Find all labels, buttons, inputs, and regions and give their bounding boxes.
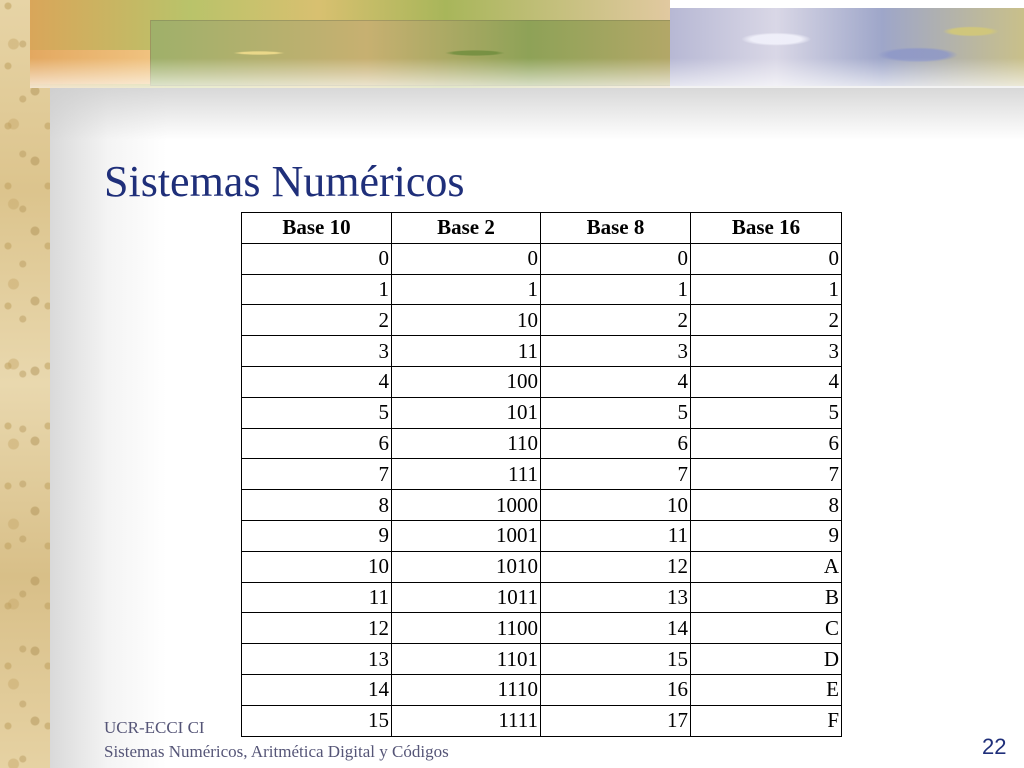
table-row [242, 705, 842, 736]
cell-base8: 1 [541, 274, 691, 305]
cell-base16: E [691, 674, 842, 705]
cell-base8: 13 [541, 582, 691, 613]
cell-base16: 6 [691, 428, 842, 459]
table-row [242, 644, 842, 675]
decorative-banner [30, 0, 1024, 88]
column-header-base16: Base 16 [691, 213, 842, 244]
cell-base2: 1111 [392, 705, 541, 736]
footer-course-label: UCR-ECCI CI [104, 718, 205, 737]
cell-base10: 3 [242, 336, 392, 367]
cell-base16: 3 [691, 336, 842, 367]
cell-base2: 10 [392, 305, 541, 336]
cell-base16: 2 [691, 305, 842, 336]
column-header-base2: Base 2 [392, 213, 541, 244]
number-systems-table [241, 212, 842, 737]
cell-base2: 11 [392, 336, 541, 367]
table-row [242, 490, 842, 521]
cell-base10: 6 [242, 428, 392, 459]
cell-base2: 1000 [392, 490, 541, 521]
cell-base8: 0 [541, 243, 691, 274]
cell-base10: 10 [242, 551, 392, 582]
cell-base10: 5 [242, 397, 392, 428]
cell-base16: 7 [691, 459, 842, 490]
cell-base16: D [691, 644, 842, 675]
cell-base2: 111 [392, 459, 541, 490]
cell-base10: 13 [242, 644, 392, 675]
cell-base16: 9 [691, 520, 842, 551]
cell-base10: 4 [242, 366, 392, 397]
cell-base10: 7 [242, 459, 392, 490]
column-header-base8: Base 8 [541, 213, 691, 244]
cell-base8: 14 [541, 613, 691, 644]
cell-base2: 1 [392, 274, 541, 305]
cell-base2: 110 [392, 428, 541, 459]
cell-base10: 2 [242, 305, 392, 336]
table-row [242, 366, 842, 397]
cell-base10: 9 [242, 520, 392, 551]
column-header-base10: Base 10 [242, 213, 392, 244]
cell-base16: 0 [691, 243, 842, 274]
table-row [242, 582, 842, 613]
cell-base16: B [691, 582, 842, 613]
cell-base16: A [691, 551, 842, 582]
cell-base8: 2 [541, 305, 691, 336]
cell-base16: F [691, 705, 842, 736]
cell-base2: 1100 [392, 613, 541, 644]
cell-base10: 15 [242, 705, 392, 736]
cell-base10: 14 [242, 674, 392, 705]
table-row [242, 613, 842, 644]
cell-base8: 7 [541, 459, 691, 490]
table-header-row [242, 213, 842, 244]
table-row [242, 520, 842, 551]
table-row [242, 243, 842, 274]
cell-base2: 1010 [392, 551, 541, 582]
page-number: 22 [982, 734, 1007, 759]
slide-title: Sistemas Numéricos [104, 157, 465, 206]
table-row [242, 428, 842, 459]
cell-base8: 3 [541, 336, 691, 367]
cell-base2: 1011 [392, 582, 541, 613]
cell-base16: C [691, 613, 842, 644]
cell-base16: 8 [691, 490, 842, 521]
table-row [242, 305, 842, 336]
table-row [242, 551, 842, 582]
cell-base10: 8 [242, 490, 392, 521]
cell-base8: 16 [541, 674, 691, 705]
cell-base2: 101 [392, 397, 541, 428]
cell-base8: 15 [541, 644, 691, 675]
cell-base2: 0 [392, 243, 541, 274]
cell-base8: 5 [541, 397, 691, 428]
cell-base2: 1101 [392, 644, 541, 675]
cell-base2: 1001 [392, 520, 541, 551]
cell-base8: 12 [541, 551, 691, 582]
slide-top-shadow [50, 80, 1024, 140]
footer-subtitle: Sistemas Numéricos, Aritmética Digital y Códigos [104, 742, 449, 761]
cell-base8: 11 [541, 520, 691, 551]
table-row [242, 459, 842, 490]
cell-base2: 1110 [392, 674, 541, 705]
cell-base10: 1 [242, 274, 392, 305]
table-row [242, 674, 842, 705]
table-row [242, 274, 842, 305]
cell-base2: 100 [392, 366, 541, 397]
cell-base8: 4 [541, 366, 691, 397]
table-row [242, 336, 842, 367]
cell-base16: 5 [691, 397, 842, 428]
cell-base8: 17 [541, 705, 691, 736]
cell-base10: 11 [242, 582, 392, 613]
cell-base8: 6 [541, 428, 691, 459]
cell-base16: 4 [691, 366, 842, 397]
cell-base10: 12 [242, 613, 392, 644]
banner-fade [30, 58, 1024, 88]
cell-base16: 1 [691, 274, 842, 305]
cell-base10: 0 [242, 243, 392, 274]
cell-base8: 10 [541, 490, 691, 521]
table-row [242, 397, 842, 428]
